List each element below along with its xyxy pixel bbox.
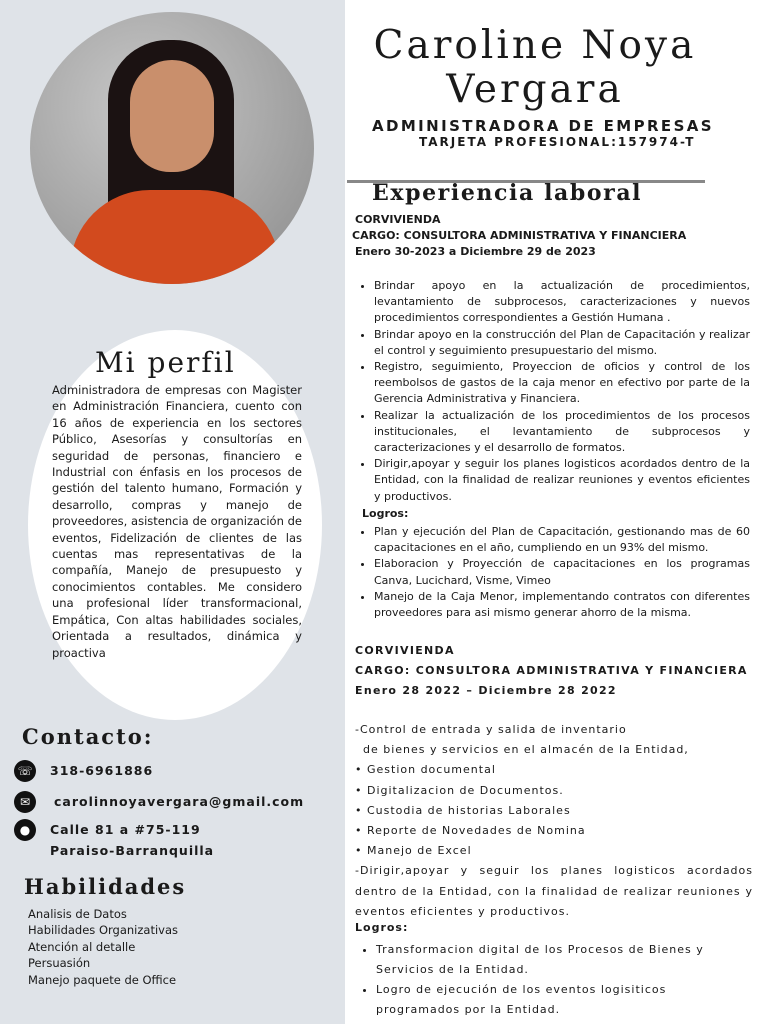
job1-header (352, 212, 742, 260)
achievement-item: • Transformacion digital de los Procesos de Bienes y Servicios de la Entidad. (376, 940, 746, 980)
experience-title: Experiencia laboral (372, 180, 643, 206)
task-item: • Manejo de Excel (355, 844, 472, 858)
task-item: -Control de entrada y salida de inventario (355, 723, 627, 736)
job1-duties (360, 278, 750, 505)
profile-title: Mi perfil (95, 346, 236, 379)
task-item: • Gestion documental (355, 763, 496, 777)
achievement-item: • Plan y ejecución del Plan de Capacitación, gestionando mas de 60 capacitaciones en el año, cumpliendo en un 93% del mismo. (374, 524, 750, 556)
contact-phone-row (14, 760, 153, 782)
skill-item: Manejo paquete de Office (28, 972, 177, 987)
contact-address-row (14, 819, 214, 861)
professional-card: TARJETA PROFESIONAL:157974-T (419, 135, 696, 149)
job2-achievements (362, 940, 746, 1020)
job1-dates: Enero 30-2023 a Diciembre 29 de 2023 (355, 245, 596, 258)
contact-phone[interactable]: 318-6961886 (50, 763, 154, 778)
contact-title: Contacto: (22, 724, 154, 749)
achievement-item: • Logro de ejecución de los eventos logisiticos programados por la Entidad. (376, 980, 746, 1020)
skill-item: Atención al detalle (28, 939, 136, 954)
job1-achievements-label: Logros: (362, 507, 409, 520)
contact-email[interactable]: carolinnoyavergara@gmail.com (54, 794, 305, 809)
task-item: -Dirigir,apoyar y seguir los planes logisticos acordados dentro de la Entidad, con la finalidad de realizar reuniones y eventos eficientes y productivos. (355, 864, 753, 918)
profile-text: Administradora de empresas con Magister en Administración Financiera, cuento con 16 años de experiencia en los sectores Público, Asesorías y consultorías en seguridad de personas, financiero e Industrial con énfasis en los procesos de gestión del talento humano, Formación y desarrollo, compras y manejo de proveedores, asistencia de organización de eventos, Fidelización de clientes de las cuentas mas representativas de la compañía, Manejo de presupuesto y conocimientos contables. Me considero una profesional líder transformacional, Empática, Con altas habilidades sociales, Orientada a resultados, dinámica y proactiva (52, 383, 302, 660)
achievement-item: • Manejo de la Caja Menor, implementando contratos con diferentes proveedores para asi mismo generar ahorro de la misma. (374, 589, 750, 621)
job1-company: CORVIVIENDA (355, 213, 441, 226)
duty-item: • Brindar apoyo en la construcción del Plan de Capacitación y realizar el control y seguimiento presupuestario del mismo. (374, 327, 750, 359)
skills-title: Habilidades (24, 874, 187, 899)
duty-item: • Registro, seguimiento, Proyeccion de oficios y control de los reembolsos de gastos de la caja menor en efectivo por parte de la Gerencia Administrativa y Financiera. (374, 359, 750, 408)
duty-item: • Brindar apoyo en la actualización de procedimientos, levantamiento de subprocesos, caracterizaciones y nuevos procedimientos correspondientes a Gestión Humana . (374, 278, 750, 327)
task-item: de bienes y servicios en el almacén de la Entidad, (363, 743, 689, 757)
skill-item: Habilidades Organizativas (28, 923, 178, 938)
address-line-1: Calle 81 a #75-119 (50, 822, 201, 837)
job2-achievements-label: Logros (355, 921, 403, 934)
achievement-item: • Elaboracion y Proyección de capacitaciones en los programas Canva, Lucichard, Visme, Vimeo (374, 556, 750, 588)
photo-shirt (70, 190, 280, 284)
photo-face (130, 60, 214, 172)
location-icon: ● (14, 819, 36, 841)
job2-header (355, 641, 755, 701)
task-item: • Custodia de historias Laborales (355, 803, 571, 817)
duty-item: • Realizar la actualización de los procedimientos de los procesos institucionales, el levantamiento de subprocesos y caracterizaciones y el desarrollo de formatos. (374, 408, 750, 457)
candidate-name: Caroline Noya Vergara (373, 23, 697, 112)
task-item: • Digitalizacion de Documentos. (355, 783, 564, 797)
task-item: • Reporte de Novedades de Nomina (355, 824, 586, 838)
job1-position: CARGO: CONSULTORA ADMINISTRATIVA Y FINANCIERA (352, 229, 687, 242)
job-title: ADMINISTRADORA DE EMPRESAS (372, 117, 714, 135)
contact-address (50, 819, 214, 861)
job2-company: CORVIVIENDA (355, 644, 455, 657)
phone-icon: ☏ (14, 760, 36, 782)
email-icon: ✉ (14, 791, 36, 813)
duty-item: • Dirigir,apoyar y seguir los planes logisticos acordados dentro de la Entidad, con la finalidad de realizar reuniones y eventos eficientes y productivos. (374, 456, 750, 505)
contact-email-row (14, 791, 304, 813)
job2-achievements-label-row: Logros: (355, 921, 409, 934)
job1-achievements (360, 524, 750, 621)
job2-position: CARGO: CONSULTORA ADMINISTRATIVA Y FINANCIERA (355, 664, 748, 677)
profile-photo (30, 12, 314, 284)
skills-list (28, 906, 178, 988)
address-line-2: Paraiso-Barranquilla (50, 843, 215, 858)
job2-dates: Enero 28 2022 – Diciembre 28 2022 (355, 684, 617, 697)
job2-tasks (355, 720, 753, 922)
skill-item: Persuasión (28, 956, 91, 971)
skill-item: Analisis de Datos (28, 907, 127, 921)
